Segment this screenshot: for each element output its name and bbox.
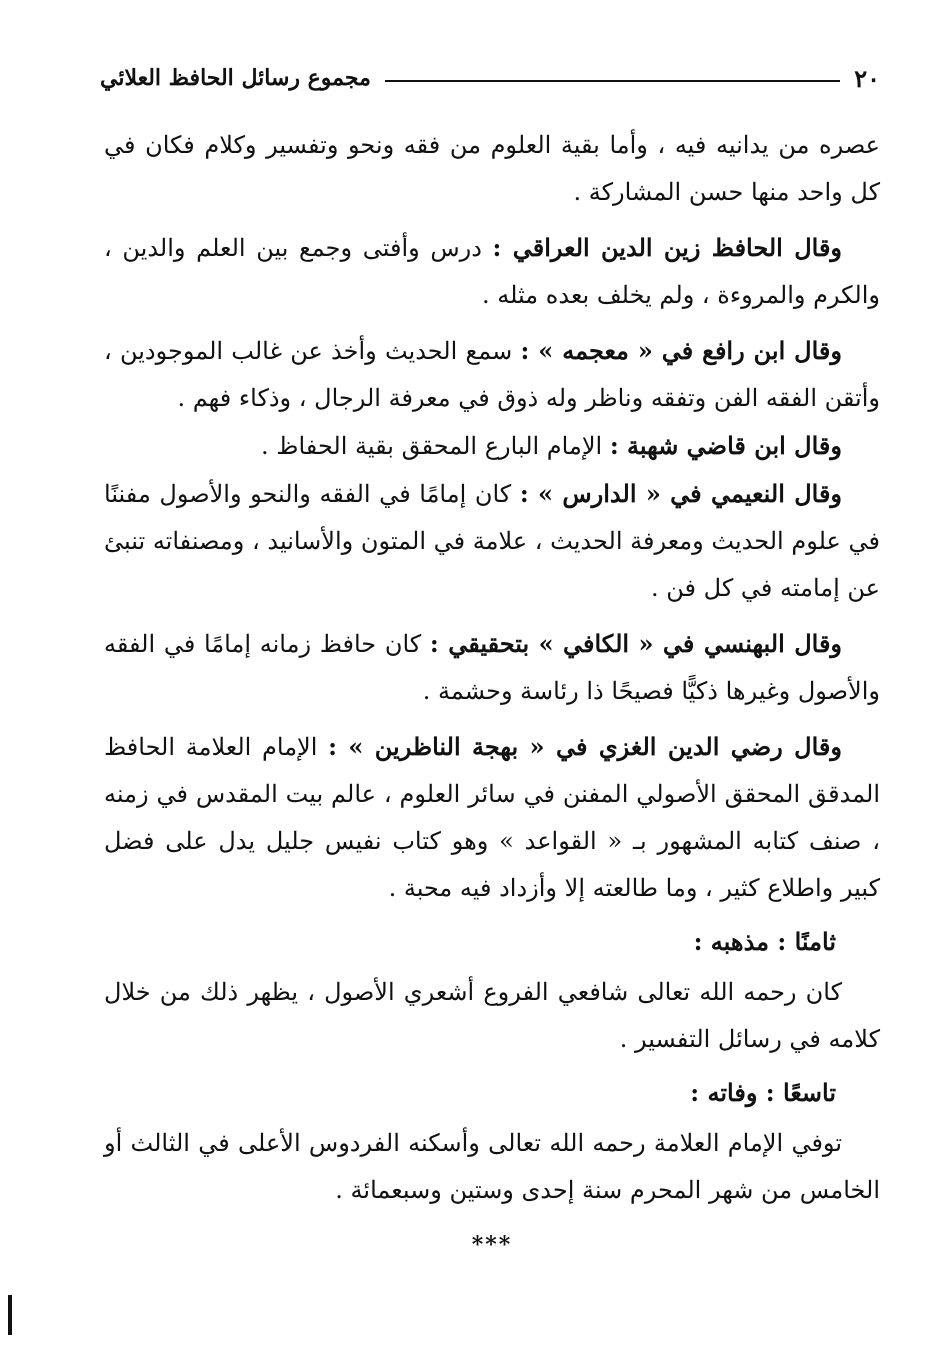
paragraph-ghazzi bbox=[104, 723, 880, 912]
page-header bbox=[100, 58, 880, 98]
section-separator: *** bbox=[471, 1232, 513, 1258]
book-title: مجموع رسائل الحافظ العلائي bbox=[100, 65, 371, 91]
margin-mark bbox=[8, 1295, 12, 1335]
quote-bahnasi: كان حافظ زمانه إمامًا في الفقه والأصول وغيرها ذكيًّا فصيحًا ذا رئاسة وحشمة . bbox=[104, 630, 880, 705]
paragraph-nuaymi bbox=[104, 470, 880, 612]
quote-nuaymi: كان إمامًا في الفقه والنحو والأصول مفننًا في علوم الحديث ومعرفة الحديث ، علامة في المتون والأسانيد ، ومصنفاته تنبئ عن إمامته في كل فن . bbox=[104, 480, 880, 602]
page-body bbox=[104, 122, 880, 1269]
paragraph-1: عصره من يدانيه فيه ، وأما بقية العلوم من فقه ونحو وتفسير وكلام فكان في كل واحد منها حسن المشاركة . bbox=[104, 131, 880, 206]
quote-ghazzi: الإمام العلامة الحافظ المدقق المحقق الأصولي المفنن في سائر العلوم ، عالم بيت المقدس في زمنه ، صنف كتابه المشهور بـ « القواعد » وهو كتاب نفيس جليل يدل على فضل كبير واطلاع كثير ، وما طالعته إلا وأزداد فيه محبة . bbox=[104, 733, 880, 902]
quote-ibn-qadi-shuhba: الإمام البارع المحقق بقية الحفاظ . bbox=[261, 432, 610, 460]
paragraph-bahnasi bbox=[104, 620, 880, 715]
speaker-nuaymi: وقال النعيمي في « الدارس » : bbox=[519, 479, 843, 508]
paragraph-ibn-qadi-shuhba bbox=[104, 422, 880, 470]
speaker-ibn-qadi-shuhba: وقال ابن قاضي شهبة : bbox=[609, 431, 842, 460]
paragraph-madhhab: كان رحمه الله تعالى شافعي الفروع أشعري الأصول ، يظهر ذلك من خلال كلامه في رسائل التفسير . bbox=[104, 978, 880, 1053]
paragraph-iraqi bbox=[104, 224, 880, 319]
speaker-bahnasi: وقال البهنسي في « الكافي » بتحقيقي : bbox=[429, 629, 843, 658]
speaker-iraqi: وقال الحافظ زين الدين العراقي : bbox=[492, 233, 843, 262]
quote-iraqi: درس وأفتى وجمع بين العلم والدين ، والكرم والمروءة ، ولم يخلف بعده مثله . bbox=[104, 234, 880, 309]
section-heading-madhhab: ثامنًا : مذهبه : bbox=[693, 927, 836, 956]
speaker-ibn-rafi: وقال ابن رافع في « معجمه » : bbox=[520, 336, 842, 365]
paragraph-death: توفي الإمام العلامة رحمه الله تعالى وأسكنه الفردوس الأعلى في الثالث أو الخامس من شهر المحرم سنة إحدى وستين وسبعمائة . bbox=[104, 1129, 880, 1204]
header-rule bbox=[385, 80, 840, 82]
page-number: ٢٠ bbox=[854, 63, 880, 93]
quote-ibn-rafi: سمع الحديث وأخذ عن غالب الموجودين ، وأتقن الفقه الفن وتفقه وناظر وله ذوق في معرفة الرجال ، وذكاء فهم . bbox=[104, 337, 880, 412]
speaker-ghazzi: وقال رضي الدين الغزي في « بهجة الناظرين » : bbox=[328, 732, 842, 761]
paragraph-ibn-rafi bbox=[104, 327, 880, 422]
section-heading-death: تاسعًا : وفاته : bbox=[690, 1078, 836, 1107]
